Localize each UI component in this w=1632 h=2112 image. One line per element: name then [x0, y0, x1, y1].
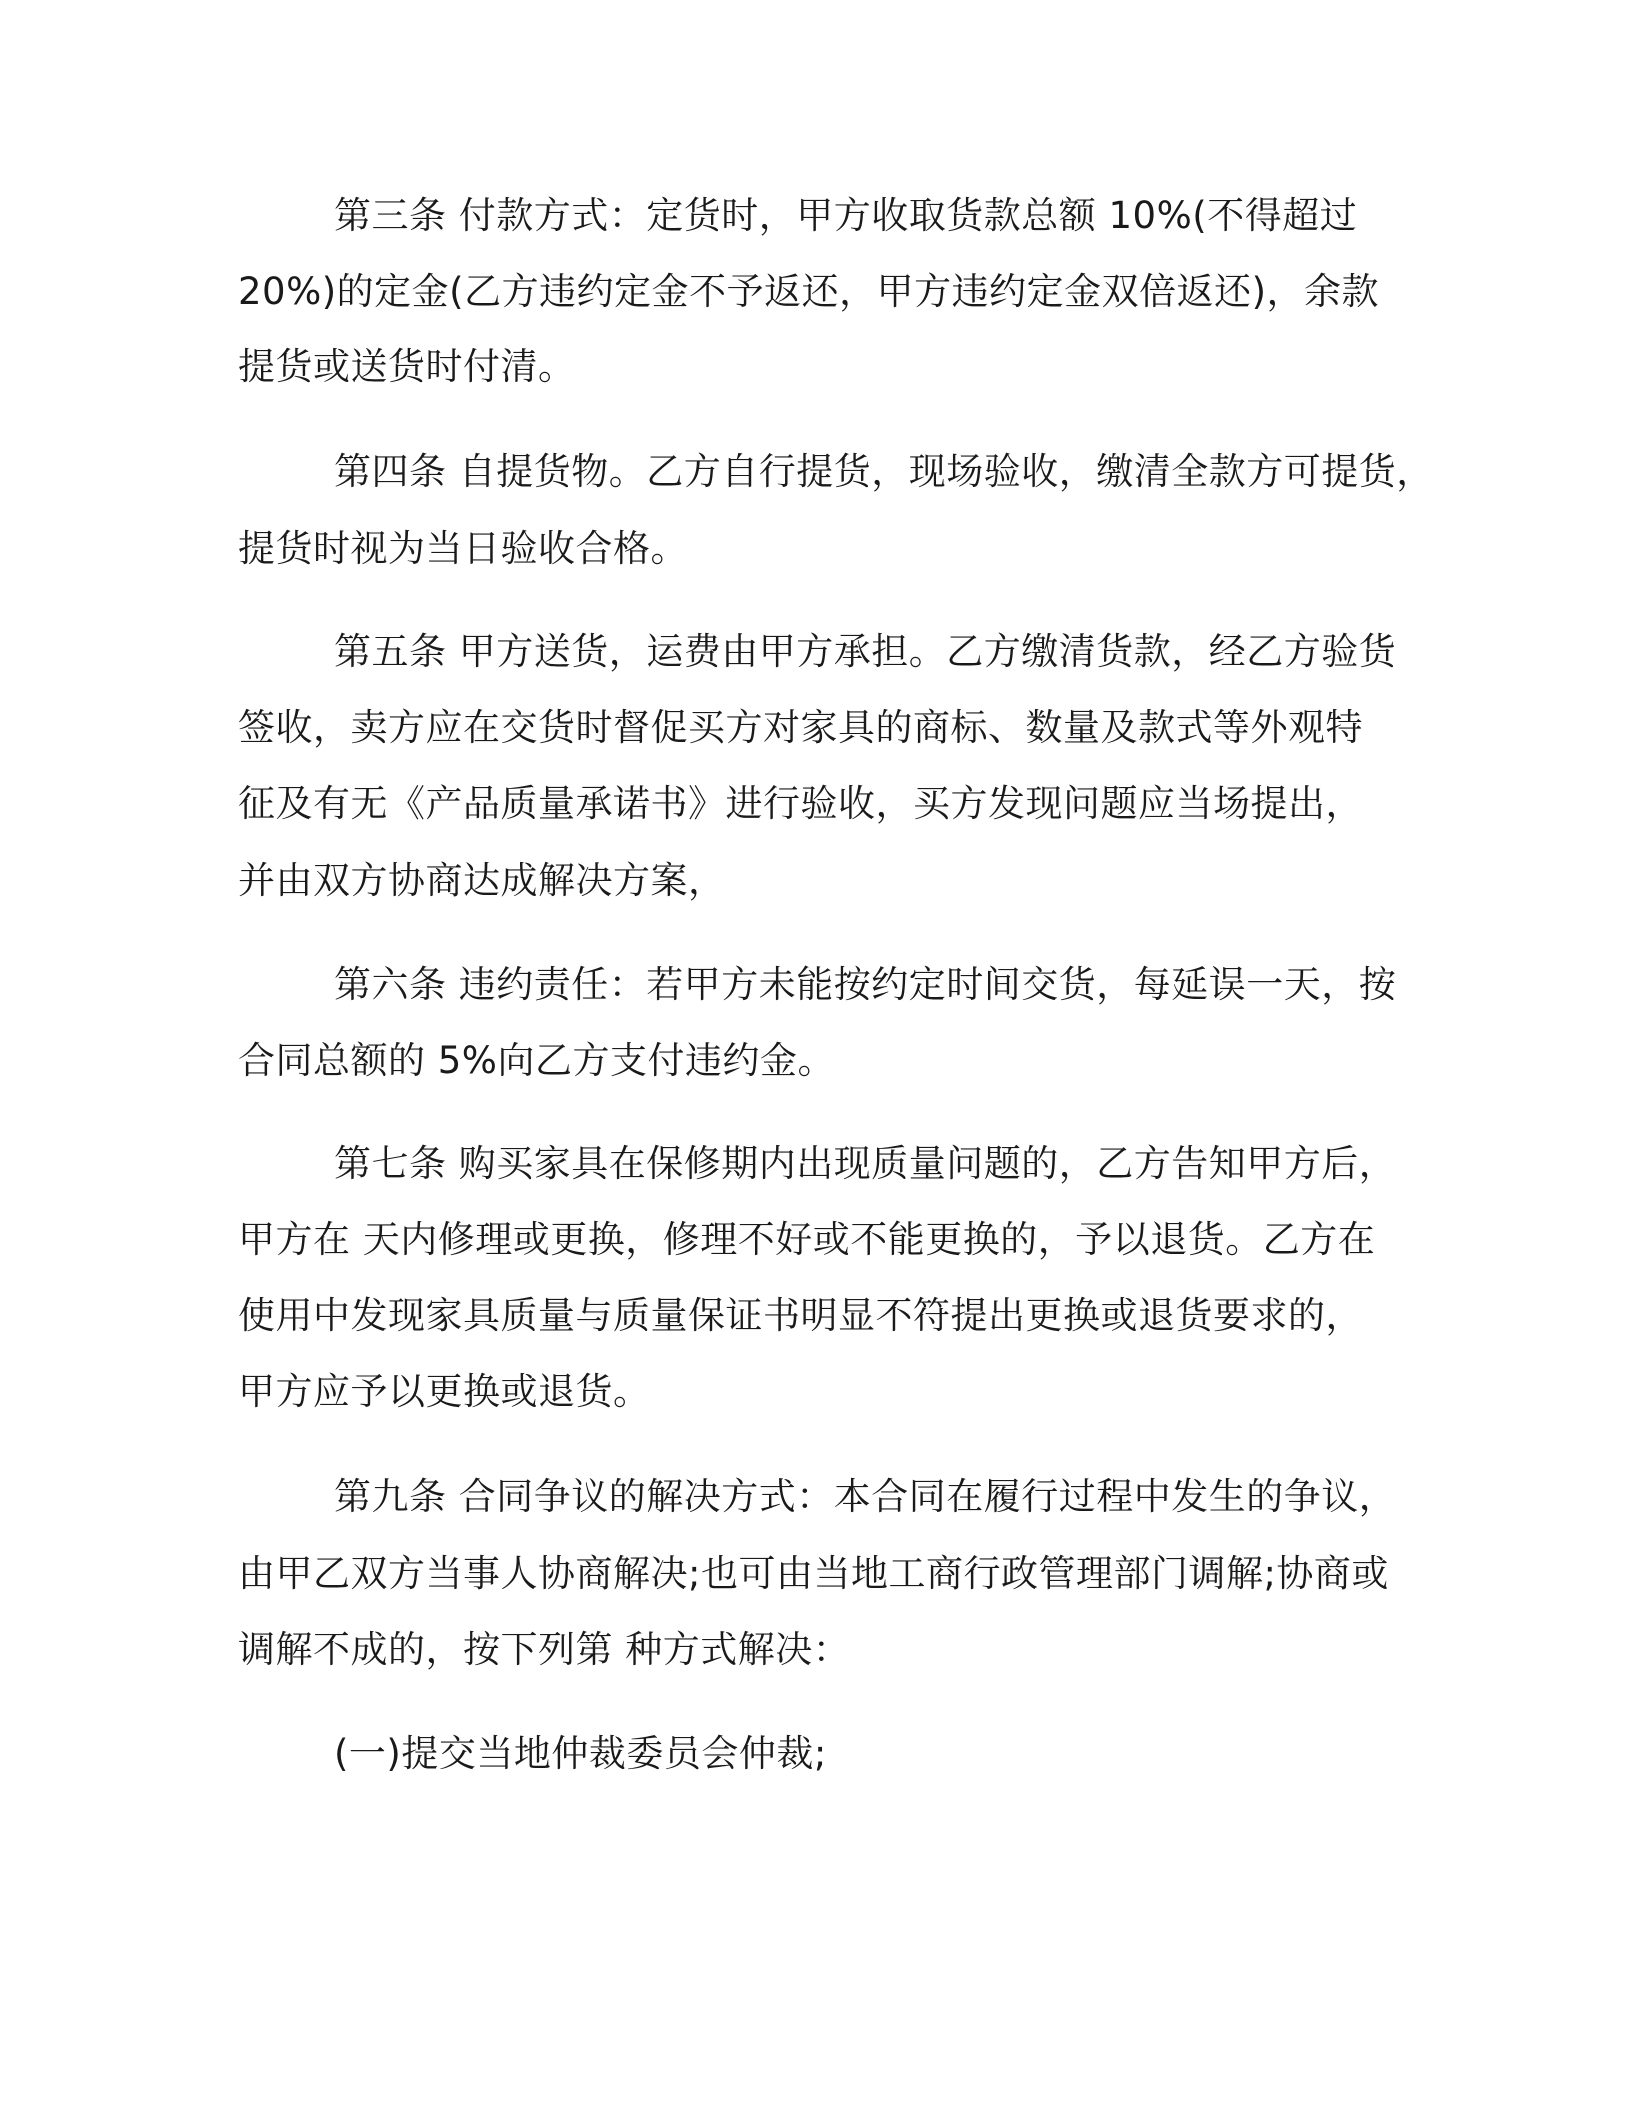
clause-7-line-2: 甲方在 天内修理或更换，修理不好或不能更换的，予以退货。乙方在	[238, 1218, 1376, 1261]
clause-5-line-2: 签收，卖方应在交货时督促买方对家具的商标、数量及款式等外观特	[238, 706, 1363, 749]
clause-5-line-3: 征及有无《产品质量承诺书》进行验收，买方发现问题应当场提出，	[238, 782, 1363, 825]
clause-3-line-1: 第三条 付款方式：定货时，甲方收取货款总额 10%(不得超过	[334, 194, 1358, 237]
arbitration-option-1: (一)提交当地仲裁委员会仲裁;	[334, 1732, 827, 1775]
clause-6-line-2: 合同总额的 5%向乙方支付违约金。	[238, 1039, 835, 1082]
clause-9-line-1: 第九条 合同争议的解决方式：本合同在履行过程中发生的争议，	[334, 1475, 1397, 1518]
clause-5-line-1: 第五条 甲方送货，运费由甲方承担。乙方缴清货款，经乙方验货	[334, 630, 1397, 673]
clause-7-line-1: 第七条 购买家具在保修期内出现质量问题的，乙方告知甲方后，	[334, 1142, 1397, 1185]
clause-4-line-2: 提货时视为当日验收合格。	[238, 527, 688, 570]
clause-5-line-4: 并由双方协商达成解决方案，	[238, 859, 726, 902]
clause-9-line-2: 由甲乙双方当事人协商解决;也可由当地工商行政管理部门调解;协商或	[238, 1552, 1389, 1595]
clause-9-line-3: 调解不成的，按下列第 种方式解决：	[238, 1628, 851, 1671]
clause-7-line-3: 使用中发现家具质量与质量保证书明显不符提出更换或退货要求的，	[238, 1294, 1363, 1337]
clause-7-line-4: 甲方应予以更换或退货。	[238, 1370, 651, 1413]
clause-3-line-2: 20%)的定金(乙方违约定金不予返还，甲方违约定金双倍返还)，余款	[238, 270, 1380, 313]
clause-6-line-1: 第六条 违约责任：若甲方未能按约定时间交货，每延误一天，按	[334, 963, 1397, 1006]
clause-3-line-3: 提货或送货时付清。	[238, 345, 576, 388]
clause-4-line-1: 第四条 自提货物。乙方自行提货，现场验收，缴清全款方可提货，	[334, 450, 1434, 493]
